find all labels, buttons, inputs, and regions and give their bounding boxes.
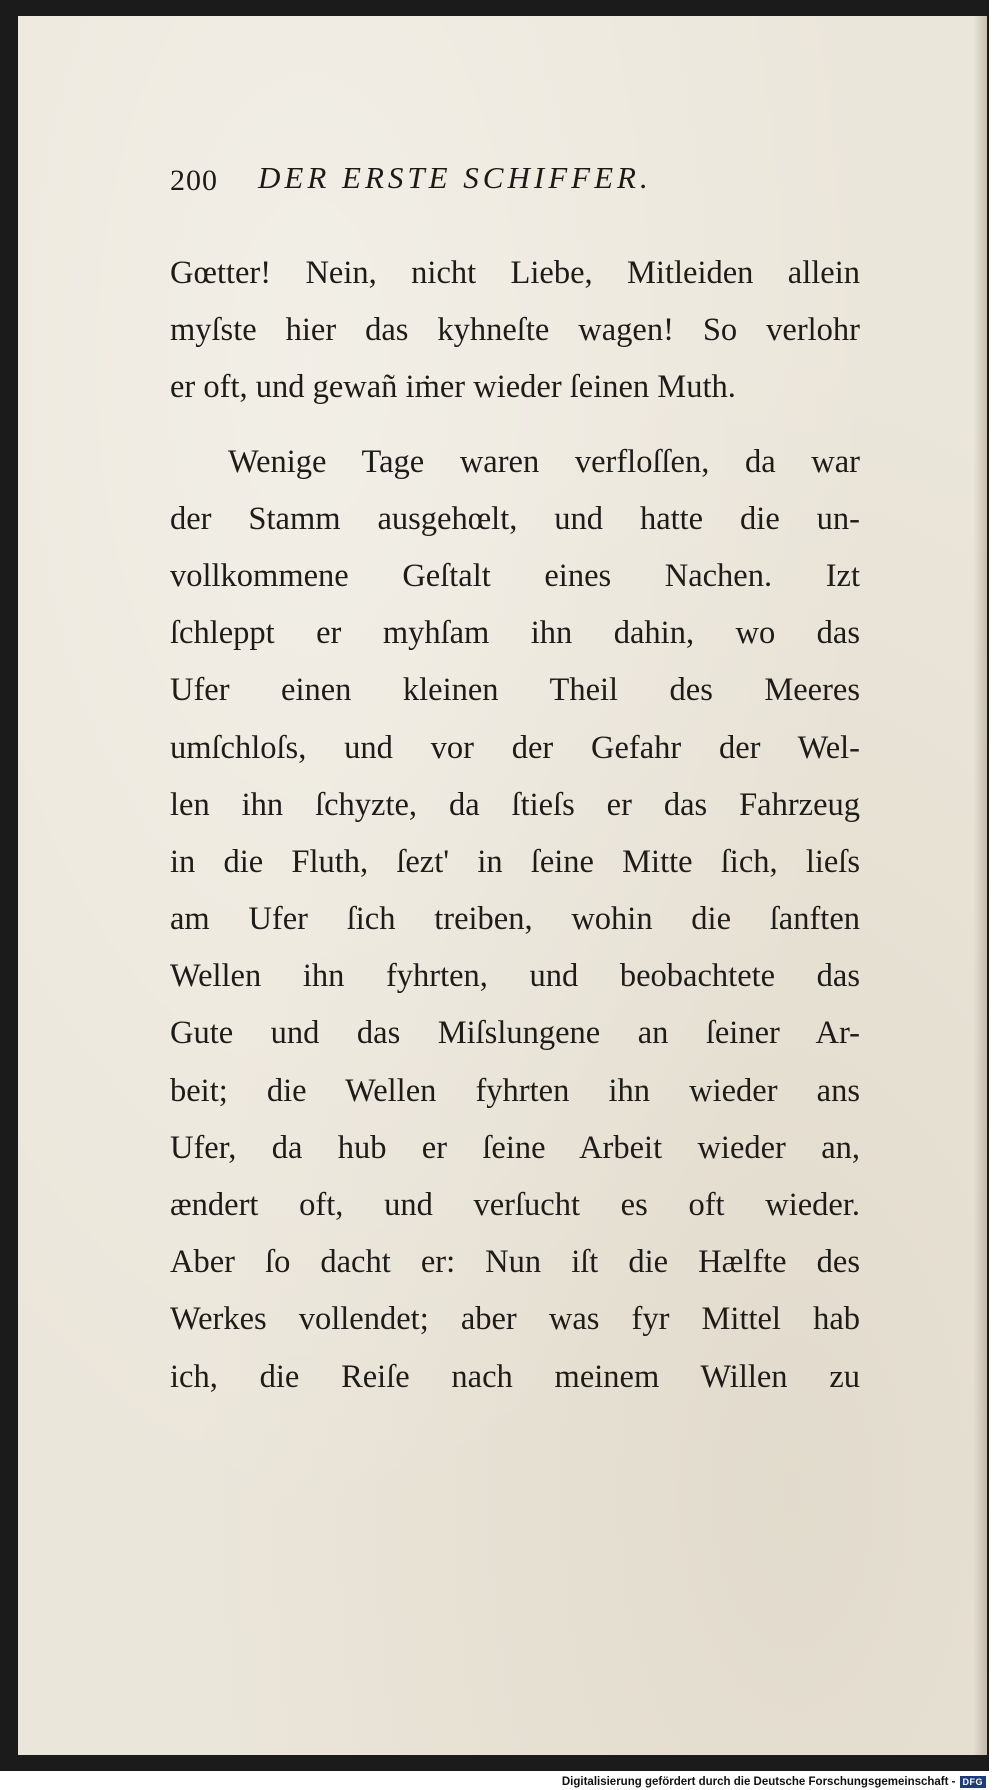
text-line: Aber ſo dacht er: Nun iſt die Hælfte des	[170, 1244, 860, 1281]
text-line: der Stamm ausgehœlt, und hatte die un-	[170, 500, 860, 537]
paragraph-1	[170, 245, 860, 417]
body-text	[170, 245, 860, 1406]
text-line: Wenige Tage waren verfloſſen, da war	[228, 443, 860, 480]
text-line: Gute und das Miſslungene an ſeiner Ar-	[170, 1015, 860, 1052]
running-head: DER ERSTE SCHIFFER.	[258, 160, 652, 195]
text-line: ændert oft, und verſucht es oft wieder.	[170, 1187, 860, 1223]
text-line: in die Fluth, ſezt' in ſeine Mitte ſich, lieſs	[170, 843, 860, 880]
text-line: am Ufer ſich treiben, wohin die ſanften	[170, 901, 860, 938]
text-line: Wellen ihn fyhrten, und beobachtete das	[170, 958, 860, 995]
text-line: len ihn ſchyzte, da ſtieſs er das Fahrzeug	[170, 786, 860, 823]
text-line: ſchleppt er myhſam ihn dahin, wo das	[170, 615, 860, 652]
page-number: 200	[170, 164, 218, 197]
page-header	[170, 158, 790, 214]
text-line: ich, die Reiſe nach meinem Willen zu	[170, 1358, 860, 1395]
page-edge-shadow	[973, 16, 987, 1755]
text-line: Ufer einen kleinen Theil des Meeres	[170, 672, 860, 709]
dfg-logo: DFG	[960, 1776, 987, 1788]
digitization-credit	[562, 1776, 986, 1788]
paragraph-gap	[170, 417, 860, 434]
text-line: beit; die Wellen fyhrten ihn wieder ans	[170, 1072, 860, 1109]
text-line: er oft, und gewañ iṁer wieder ſeinen Muth.	[170, 369, 736, 406]
text-line: umſchloſs, und vor der Gefahr der Wel-	[170, 729, 860, 766]
text-line: Ufer, da hub er ſeine Arbeit wieder an,	[170, 1129, 860, 1166]
credit-text: Digitalisierung gefördert durch die Deutsche Forschungsgemeinschaft -	[561, 1776, 956, 1788]
text-line: Gœtter! Nein, nicht Liebe, Mitleiden allein	[170, 255, 860, 291]
paragraph-2	[170, 434, 860, 1406]
text-line: vollkommene Geſtalt eines Nachen. Izt	[170, 557, 860, 594]
text-line: Werkes vollendet; aber was fyr Mittel hab	[170, 1301, 860, 1338]
text-line: myſste hier das kyhneſte wagen! So verlohr	[170, 312, 860, 349]
